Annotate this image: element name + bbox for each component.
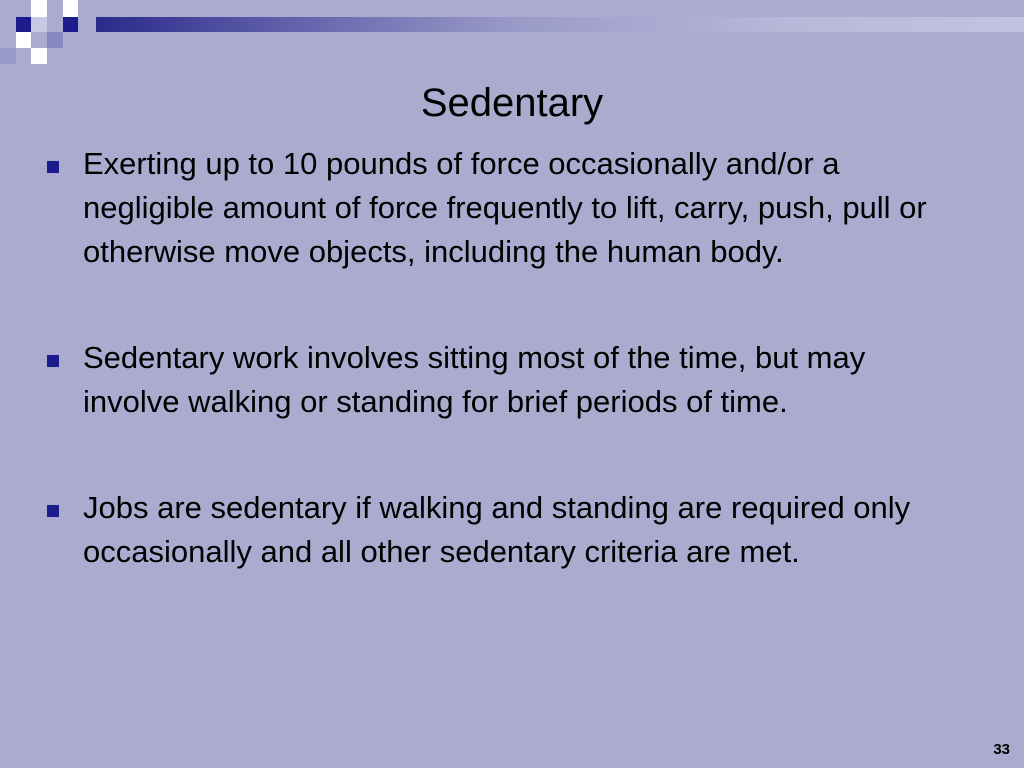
deco-square-white-2 xyxy=(63,0,78,17)
bullet-item xyxy=(0,486,963,574)
square-bullet-icon xyxy=(47,161,59,173)
square-bullet-icon xyxy=(47,505,59,517)
deco-square-mid-1 xyxy=(31,17,47,32)
deco-square-mid-3 xyxy=(0,48,16,64)
bullet-item xyxy=(0,142,963,274)
header-gradient-bar xyxy=(96,17,1024,32)
deco-square-white-1 xyxy=(31,0,47,17)
deco-square-white-3 xyxy=(16,32,31,48)
bullet-text: Sedentary work involves sitting most of the time, but may involve walking or standing for brief periods of time. xyxy=(83,340,866,419)
bullet-text: Jobs are sedentary if walking and standing are required only occasionally and all other sedentary criteria are met. xyxy=(83,490,911,569)
deco-square-mid-2 xyxy=(47,32,63,48)
deco-square-dark-2 xyxy=(63,17,78,32)
bullet-list xyxy=(0,142,1024,636)
deco-square-white-4 xyxy=(31,48,47,64)
page-number: 33 xyxy=(993,741,1010,758)
header-decoration xyxy=(0,0,1024,64)
bullet-item xyxy=(0,336,963,424)
square-bullet-icon xyxy=(47,355,59,367)
slide-title: Sedentary xyxy=(420,81,604,125)
deco-square-dark-1 xyxy=(16,17,31,32)
bullet-text: Exerting up to 10 pounds of force occasionally and/or a negligible amount of force frequently to lift, carry, push, pull or otherwise move objects, including the human body. xyxy=(83,146,927,269)
